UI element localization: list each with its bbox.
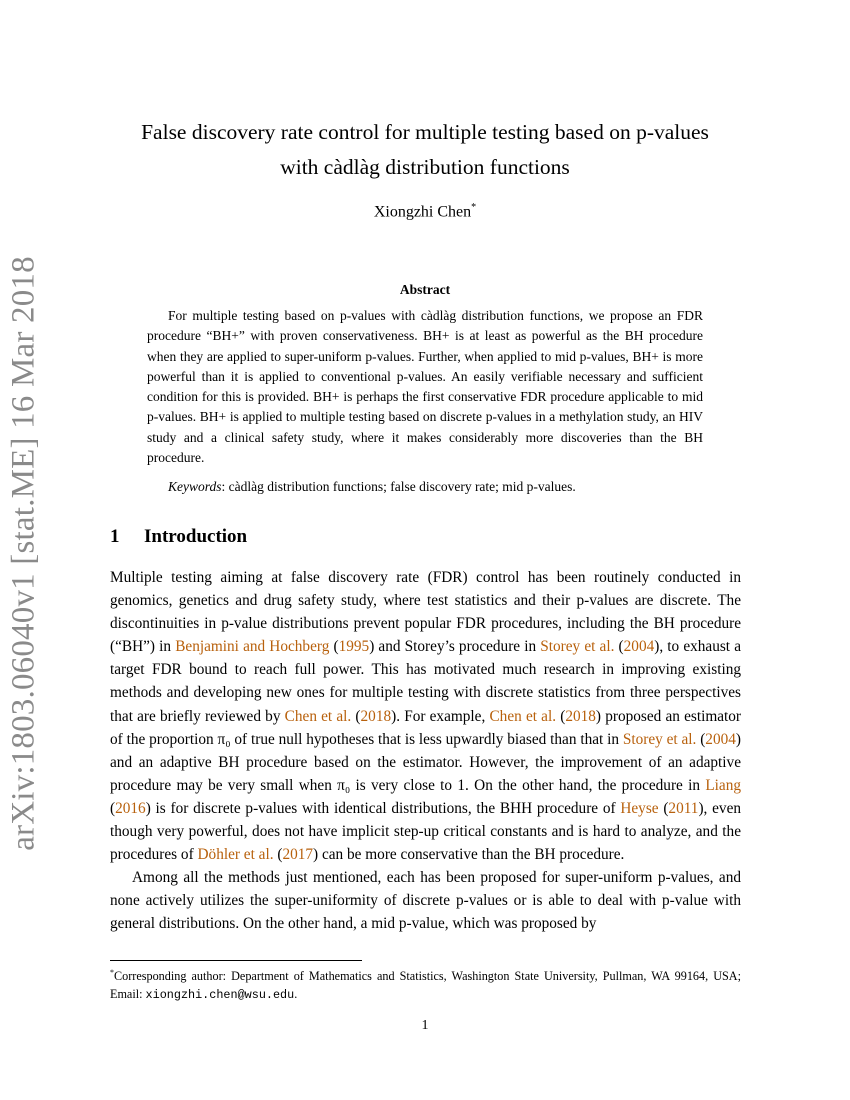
citation-link[interactable]: 2017	[282, 846, 314, 864]
text-run: (	[273, 846, 283, 864]
text-run: ), even though very powerful, does not have implicit step-up critical constants and is hard to analyze, and the procedures of	[110, 799, 742, 864]
text-run: (	[351, 707, 361, 725]
citation-link[interactable]: Chen et al.	[489, 707, 557, 725]
citation-link[interactable]: 2011	[668, 799, 699, 817]
abstract-heading: Abstract	[399, 282, 451, 297]
citation-link[interactable]: Heyse	[620, 799, 659, 817]
citation-link[interactable]: Benjamini and Hochberg	[175, 638, 330, 656]
text-run: ), to exhaust a target FDR bound to reach full power. This has motivated much research in improving existing methods and developing new ones for multiple testing with discrete statistics from three perspectives that are briefly reviewed by	[110, 638, 741, 725]
section-heading	[110, 526, 247, 548]
citation-link[interactable]: 2018	[360, 707, 392, 725]
citation-link[interactable]: Liang	[705, 776, 741, 794]
text-run: Multiple testing aiming at false discovery rate (FDR) control has been routinely conducted in genomics, genetics and drug safety study, where test statistics and their p-values are discrete. The discontinuities in p-value distributions prevent popular FDR procedures, including the BH procedure (“BH”) in	[110, 569, 741, 656]
footnote-end: .	[294, 986, 298, 1001]
citation-link[interactable]: 1995	[338, 638, 370, 656]
section-title: Introduction	[144, 526, 248, 547]
author-line	[100, 202, 750, 221]
citation-link[interactable]: Chen et al.	[284, 707, 352, 725]
text-run: (	[329, 638, 339, 656]
text-run: (	[696, 730, 706, 748]
abstract-text: For multiple testing based on p-values with càdlàg distribution functions, we propose an FDR procedure “BH+” with proven conservativeness. BH+ is at least as powerful as the BH procedure when they are applied to super-uniform p-values. Further, when applied to mid p-values, BH+ is more powerful than it is applied to conventional p-values. An easily verifiable necessary and sufficient condition for this is provided. BH+ is perhaps the first conservative FDR procedure applicable to mid p-values. BH+ is applied to multiple testing based on discrete p-values in a methylation study, an HIV study and a clinical safety study, where it makes considerably more discoveries than the BH procedure.	[147, 308, 703, 466]
citation-link[interactable]: 2004	[705, 730, 736, 748]
keywords-line	[168, 479, 703, 495]
footnote-mark: *	[110, 968, 114, 977]
section-number: 1	[110, 526, 120, 547]
citation-link[interactable]: 2016	[115, 799, 146, 817]
text-run: ). For example,	[391, 707, 490, 725]
citation-link[interactable]: Döhler et al.	[197, 846, 274, 864]
intro-paragraph-1	[110, 566, 741, 866]
intro-body	[110, 566, 741, 936]
text-run: ) is for discrete p-values with identical distributions, the BHH procedure of	[145, 799, 621, 817]
footnote-text: Corresponding author: Department of Mathematics and Statistics, Washington State University, Pullman, WA 99164, USA; Email:	[110, 969, 741, 1001]
citation-link[interactable]: 2018	[565, 707, 596, 725]
text-run: (	[110, 799, 116, 817]
text-run: ) proposed an estimator of the proportion π₀ of true null hypotheses that is less upwardly biased than that in	[110, 707, 742, 748]
footnote	[110, 964, 741, 1004]
title-line-1: False discovery rate control for multiple testing based on p-values	[141, 120, 709, 144]
text-run: (	[658, 799, 669, 817]
footnote-email[interactable]: xiongzhi.chen@wsu.edu	[145, 987, 295, 1002]
keywords-label: Keywords	[168, 479, 222, 494]
author-footnote-mark[interactable]: *	[471, 202, 477, 213]
arxiv-stamp: arXiv:1803.06040v1 [stat.ME] 16 Mar 2018	[5, 256, 42, 851]
keywords-text: : càdlàg distribution functions; false discovery rate; mid p-values.	[221, 479, 576, 494]
text-run: ) and an adaptive BH procedure based on the estimator. However, the improvement of an adaptive procedure may be very small when π₀ is very close to 1. On the other hand, the procedure in	[110, 730, 741, 794]
text-run: ) and Storey’s procedure in	[369, 638, 541, 656]
intro-paragraph-2: Among all the methods just mentioned, each has been proposed for super-uniform p-values, and none actively utilizes the super-uniformity of discrete p-values or is able to deal with p-value with general distributions. On the other hand, a mid p-value, which was proposed by	[110, 869, 741, 933]
citation-link[interactable]: Storey et al.	[540, 638, 615, 656]
text-run: ) can be more conservative than the BH procedure.	[313, 846, 625, 864]
citation-link[interactable]: Storey et al.	[622, 730, 697, 748]
citation-link[interactable]: 2004	[623, 638, 655, 656]
title-line-2: with càdlàg distribution functions	[280, 155, 570, 179]
abstract-body	[147, 306, 703, 468]
text-run: (	[614, 638, 624, 656]
footnote-rule	[110, 960, 362, 961]
text-run: (	[556, 707, 566, 725]
page-number: 1	[421, 1018, 429, 1033]
paper-title	[100, 115, 750, 185]
author-name: Xiongzhi Chen	[373, 203, 472, 221]
